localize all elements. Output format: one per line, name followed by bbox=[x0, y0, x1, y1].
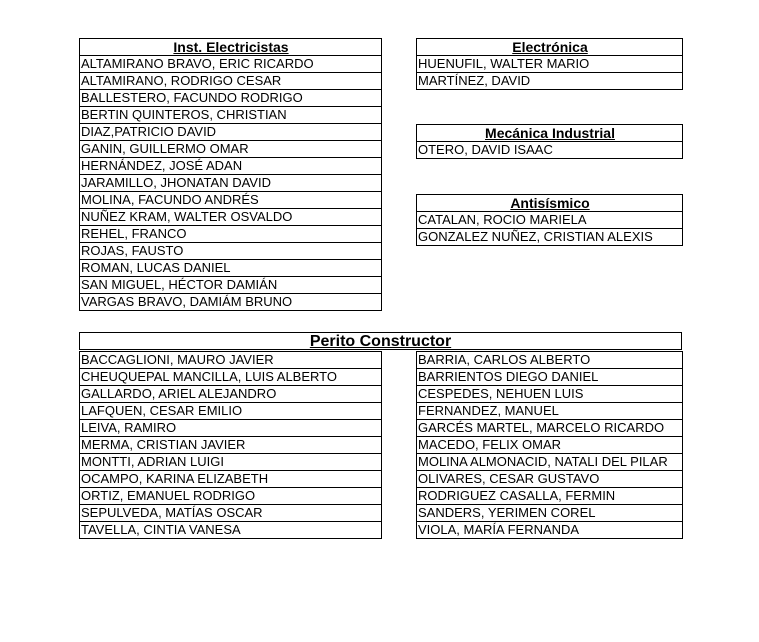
perito-constructor-left-table bbox=[79, 351, 382, 539]
perito-constructor-right-table bbox=[416, 351, 683, 539]
electronica-table bbox=[416, 38, 683, 90]
name-cell: LEIVA, RAMIRO bbox=[80, 420, 382, 437]
name-cell: OCAMPO, KARINA ELIZABETH bbox=[80, 471, 382, 488]
name-cell: DIAZ,PATRICIO DAVID bbox=[80, 124, 382, 141]
mecanica-industrial-title: Mecánica Industrial bbox=[417, 125, 683, 142]
name-cell: JARAMILLO, JHONATAN DAVID bbox=[80, 175, 382, 192]
name-cell: OLIVARES, CESAR GUSTAVO bbox=[417, 471, 683, 488]
name-cell: BERTIN QUINTEROS, CHRISTIAN bbox=[80, 107, 382, 124]
name-cell: CHEUQUEPAL MANCILLA, LUIS ALBERTO bbox=[80, 369, 382, 386]
inst-electricistas-table bbox=[79, 38, 382, 311]
name-cell: MARTÍNEZ, DAVID bbox=[417, 73, 683, 90]
name-cell: MERMA, CRISTIAN JAVIER bbox=[80, 437, 382, 454]
name-cell: BARRIENTOS DIEGO DANIEL bbox=[417, 369, 683, 386]
name-cell: REHEL, FRANCO bbox=[80, 226, 382, 243]
name-cell: ROJAS, FAUSTO bbox=[80, 243, 382, 260]
name-cell: MOLINA ALMONACID, NATALI DEL PILAR bbox=[417, 454, 683, 471]
name-cell: SAN MIGUEL, HÉCTOR DAMIÁN bbox=[80, 277, 382, 294]
antisismico-title: Antisísmico bbox=[417, 195, 683, 212]
name-cell: VARGAS BRAVO, DAMIÁM BRUNO bbox=[80, 294, 382, 311]
name-cell: ORTIZ, EMANUEL RODRIGO bbox=[80, 488, 382, 505]
name-cell: SANDERS, YERIMEN COREL bbox=[417, 505, 683, 522]
name-cell: GALLARDO, ARIEL ALEJANDRO bbox=[80, 386, 382, 403]
name-cell: CESPEDES, NEHUEN LUIS bbox=[417, 386, 683, 403]
name-cell: BACCAGLIONI, MAURO JAVIER bbox=[80, 352, 382, 369]
name-cell: SEPULVEDA, MATÍAS OSCAR bbox=[80, 505, 382, 522]
name-cell: ALTAMIRANO BRAVO, ERIC RICARDO bbox=[80, 56, 382, 73]
name-cell: OTERO, DAVID ISAAC bbox=[417, 142, 683, 159]
name-cell: ALTAMIRANO, RODRIGO CESAR bbox=[80, 73, 382, 90]
name-cell: MONTTI, ADRIAN LUIGI bbox=[80, 454, 382, 471]
inst-electricistas-title: Inst. Electricistas bbox=[80, 39, 382, 56]
antisismico-table bbox=[416, 194, 683, 246]
mecanica-industrial-table bbox=[416, 124, 683, 159]
name-cell: GARCÉS MARTEL, MARCELO RICARDO bbox=[417, 420, 683, 437]
name-cell: GANIN, GUILLERMO OMAR bbox=[80, 141, 382, 158]
name-cell: HUENUFIL, WALTER MARIO bbox=[417, 56, 683, 73]
name-cell: VIOLA, MARÍA FERNANDA bbox=[417, 522, 683, 539]
name-cell: CATALAN, ROCIO MARIELA bbox=[417, 212, 683, 229]
name-cell: BALLESTERO, FACUNDO RODRIGO bbox=[80, 90, 382, 107]
name-cell: GONZALEZ NUÑEZ, CRISTIAN ALEXIS bbox=[417, 229, 683, 246]
name-cell: MACEDO, FELIX OMAR bbox=[417, 437, 683, 454]
name-cell: HERNÁNDEZ, JOSÉ ADAN bbox=[80, 158, 382, 175]
name-cell: LAFQUEN, CESAR EMILIO bbox=[80, 403, 382, 420]
electronica-title: Electrónica bbox=[417, 39, 683, 56]
name-cell: FERNANDEZ, MANUEL bbox=[417, 403, 683, 420]
perito-constructor-title: Perito Constructor bbox=[79, 332, 682, 350]
name-cell: MOLINA, FACUNDO ANDRÉS bbox=[80, 192, 382, 209]
name-cell: ROMAN, LUCAS DANIEL bbox=[80, 260, 382, 277]
name-cell: RODRIGUEZ CASALLA, FERMIN bbox=[417, 488, 683, 505]
name-cell: BARRIA, CARLOS ALBERTO bbox=[417, 352, 683, 369]
name-cell: TAVELLA, CINTIA VANESA bbox=[80, 522, 382, 539]
name-cell: NUÑEZ KRAM, WALTER OSVALDO bbox=[80, 209, 382, 226]
